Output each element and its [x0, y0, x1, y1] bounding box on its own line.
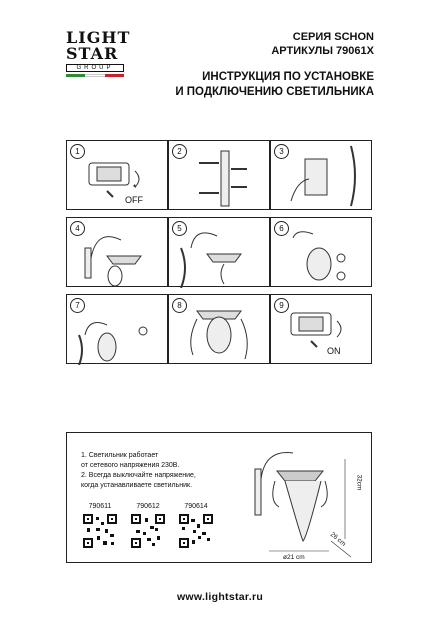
step-number: 9	[274, 298, 289, 313]
step-5	[168, 217, 270, 287]
step-number: 1	[70, 144, 85, 159]
series-title: СЕРИЯ SCHON	[292, 31, 374, 43]
article-code-item	[177, 503, 215, 550]
website-link[interactable]: www.lightstar.ru	[176, 591, 264, 603]
switch-off-illustration	[67, 141, 169, 211]
step-number: 7	[70, 298, 85, 313]
article-codes	[81, 503, 215, 550]
step-4	[66, 217, 168, 287]
article-code-item	[81, 503, 119, 550]
lamp-dimensions-illustration	[249, 439, 369, 559]
step-9	[270, 294, 372, 364]
logo-line-2: STAR	[66, 44, 119, 63]
diameter-dimension: ø21 cm	[283, 554, 305, 561]
info-box	[66, 432, 372, 563]
logo-line-1: LIGHT	[66, 28, 131, 47]
wall-fix-illustration	[271, 141, 373, 211]
note-line-1: 1. Светильник работает	[81, 452, 159, 459]
brand-logo	[66, 28, 131, 77]
step-number: 3	[274, 144, 289, 159]
bracket-mount-illustration	[169, 141, 271, 211]
lamp-assembly-illustration	[67, 218, 169, 288]
article-number: 790611	[88, 503, 112, 510]
step-number: 8	[172, 298, 187, 313]
depth-dimension: 26 cm	[328, 531, 347, 548]
step-3	[270, 140, 372, 210]
step-8	[168, 294, 270, 364]
qr-code-icon	[131, 514, 165, 548]
article-number: 790612	[136, 503, 160, 510]
article-number: 790614	[184, 503, 208, 510]
step-1	[66, 140, 168, 210]
shade-install-illustration	[271, 218, 373, 288]
on-label: ON	[327, 346, 341, 356]
step-number: 6	[274, 221, 289, 236]
step-number: 5	[172, 221, 187, 236]
step-number: 4	[70, 221, 85, 236]
instruction-line-2: И ПОДКЛЮЧЕНИЮ СВЕТИЛЬНИКА	[175, 86, 374, 98]
instruction-line-1: ИНСТРУКЦИЯ ПО УСТАНОВКЕ	[202, 71, 374, 83]
bulb-install-illustration	[67, 295, 169, 365]
step-number: 2	[172, 144, 187, 159]
article-code-item	[129, 503, 167, 550]
step-6	[270, 217, 372, 287]
note-line-4: когда устанавливаете светильник.	[81, 482, 193, 489]
logo-group: GROUP	[66, 64, 124, 72]
switch-on-illustration	[271, 295, 373, 365]
note-line-3: 2. Всегда выключайте напряжение,	[81, 472, 196, 479]
articles-title: АРТИКУЛЫ 79061X	[271, 45, 374, 57]
height-dimension: 32cm	[355, 474, 363, 491]
off-label: OFF	[125, 195, 143, 205]
series-header	[271, 30, 374, 58]
step-7	[66, 294, 168, 364]
crystal-hang-illustration	[169, 295, 271, 365]
safety-notes	[81, 451, 196, 491]
qr-code-icon	[83, 514, 117, 548]
note-line-2: от сетевого напряжения 230В.	[81, 462, 180, 469]
instruction-header	[175, 70, 374, 100]
logo-flag	[66, 74, 124, 77]
wiring-illustration	[169, 218, 271, 288]
qr-code-icon	[179, 514, 213, 548]
step-2	[168, 140, 270, 210]
